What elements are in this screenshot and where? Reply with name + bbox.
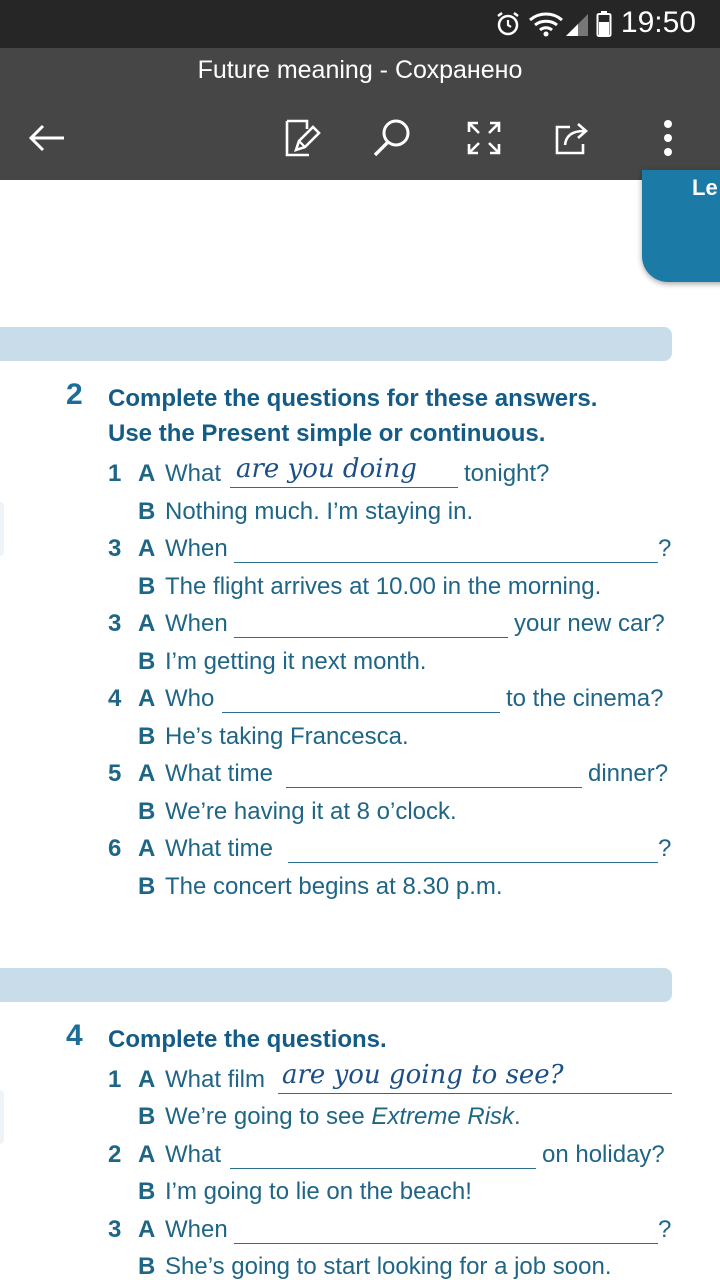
line-text: I’m getting it next month. [165,648,427,675]
alarm-icon [494,10,522,42]
speaker-label: A [138,1216,156,1243]
answer-blank [230,1168,536,1169]
exercise-line [108,1216,672,1253]
handwritten-answer: are you going to see? [282,1060,564,1090]
lesson-tab-text: Le [692,175,718,200]
share-button[interactable] [546,110,602,166]
line-text: ? [658,835,672,862]
line-text: tonight? [464,460,550,487]
battery-icon [596,10,612,42]
item-number: 5 [108,760,122,787]
exercise-line [108,454,568,497]
exercise-line [108,685,672,722]
speaker-label: B [138,873,156,900]
line-text: The flight arrives at 10.00 in the morning. [165,573,602,600]
line-text-part: . [514,1103,521,1130]
item-number: 3 [108,1216,122,1243]
speaker-label: A [138,535,156,562]
item-number: 3 [108,535,122,562]
exercise-line [108,798,668,835]
line-text: What film [165,1066,266,1093]
exercise-line [108,1141,672,1178]
line-text: dinner? [588,760,669,787]
exercise-line [108,1060,672,1103]
exercise-instruction: Use the Present simple or continuous. [108,420,546,447]
item-number: 3 [108,610,122,637]
item-number: 2 [108,1141,122,1168]
answer-blank [286,787,582,788]
exercise-line [108,873,668,910]
speaker-label: B [138,1178,156,1205]
answer-blank [288,862,658,863]
speaker-label: A [138,610,156,637]
line-text: When [165,1216,228,1243]
exercise-line [108,1253,668,1280]
section-band [0,327,672,361]
line-text: What [165,460,222,487]
edit-document-icon [283,118,321,158]
line-text: Who [165,685,215,712]
speaker-label: A [138,760,156,787]
wifi-icon [528,10,564,42]
speaker-label: A [138,835,156,862]
speaker-label: B [138,573,156,600]
exercise-number: 2 [66,378,83,411]
line-text: What time [165,760,274,787]
speaker-label: B [138,798,156,825]
line-text: Nothing much. I’m staying in. [165,498,474,525]
line-text: She’s going to start looking for a job soon. [165,1253,612,1280]
answer-blank [234,637,508,638]
exercise-instruction: Complete the questions. [108,1026,387,1053]
exercise-line [108,760,672,797]
line-text-part: We’re going to see [165,1103,372,1130]
app-bar [0,48,720,180]
item-number: 1 [108,460,122,487]
item-number: 1 [108,1066,122,1093]
exercise-line [108,573,668,610]
speaker-label: B [138,1253,156,1280]
exercise-line [108,648,668,685]
exercise-line [108,835,672,872]
line-text: What [165,1141,222,1168]
speaker-label: B [138,723,156,750]
speaker-label: A [138,1066,156,1093]
document-title: Future meaning - Сохранено [197,56,523,84]
line-text: ? [658,1216,672,1243]
answer-blank [230,487,458,488]
line-text: When [165,535,228,562]
speaker-label: B [138,1103,156,1130]
speaker-label: B [138,648,156,675]
more-options-button[interactable] [640,110,696,166]
exercise-number: 4 [66,1019,83,1052]
share-icon [554,120,594,156]
expand-icon [466,120,502,156]
answer-blank [222,712,500,713]
handwritten-answer: are you doing [236,454,417,484]
search-button[interactable] [364,110,420,166]
back-button[interactable] [18,110,74,166]
document-page[interactable] [0,175,720,1280]
line-text: I’m going to lie on the beach! [165,1178,472,1205]
speaker-label: B [138,498,156,525]
status-bar [0,0,720,48]
exercise-line [108,535,672,572]
item-number: 4 [108,685,122,712]
exercise-line [108,498,668,535]
item-number: 6 [108,835,122,862]
lesson-tab [642,170,720,282]
line-text [165,1103,521,1131]
exercise-line [108,1103,668,1140]
answer-blank [278,1093,672,1094]
signal-icon [564,10,590,42]
film-title: Extreme Risk [371,1103,515,1130]
speaker-label: A [138,460,156,487]
line-text: He’s taking Francesca. [165,723,409,750]
answer-blank [234,562,658,563]
line-text: What time [165,835,274,862]
line-text: your new car? [514,610,665,637]
line-text: to the cinema? [506,685,664,712]
exercise-line [108,1178,668,1215]
line-text: We’re having it at 8 o’clock. [165,798,457,825]
clock: 19:50 [620,6,696,39]
line-text: on holiday? [542,1141,665,1168]
page-edge [0,502,4,556]
exercise-line [108,610,672,647]
exercise-instruction: Complete the questions for these answers. [108,385,598,412]
line-text: ? [658,535,672,562]
more-vertical-icon [662,119,674,157]
line-text: The concert begins at 8.30 p.m. [165,873,503,900]
speaker-label: A [138,1141,156,1168]
page-edge [0,1090,4,1144]
exercise-line [108,723,668,760]
answer-blank [234,1243,658,1244]
fullscreen-button[interactable] [456,110,512,166]
edit-button[interactable] [274,110,330,166]
line-text: When [165,610,228,637]
speaker-label: A [138,685,156,712]
arrow-left-icon [26,122,66,154]
section-band [0,968,672,1002]
search-icon [371,117,413,159]
